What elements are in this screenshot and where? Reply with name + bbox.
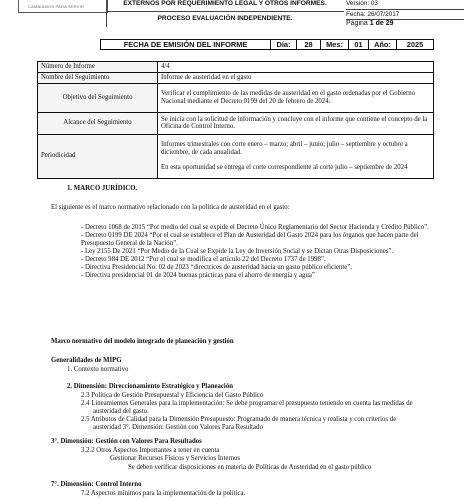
header-divider [106, 11, 344, 12]
dimension-item: Se deben verificar disposiciones en materia de Políticas de Austeridad en el gasto público [128, 464, 372, 471]
day-label: Día: [271, 40, 297, 49]
table-row [38, 134, 434, 178]
header-date: Fecha: 26/07/2017 [346, 11, 400, 18]
logo-caption: CAMBIAMOS PARA SERVIR [28, 4, 85, 9]
meta-divider [346, 9, 464, 10]
year-value: 2025 [406, 40, 424, 49]
row-value: 4/4 [158, 62, 434, 73]
list-item: 2.5 Atributos de Calidad para la Dimensión Presupuesto: Programado de manera técnica y realista y con criterios de austeridad 3°. Dimensión: Gestión con Valores Para Resultado [81, 415, 397, 431]
list-item: - Directiva presidencial 01 de 2024 buenas prácticas para el ahorro de energía y agua” [81, 271, 315, 279]
periodicity-note: En esta oportunidad se entrega el corte correspondiente al corte julio – septiembre de 2024 [161, 163, 408, 171]
table-row [38, 112, 434, 134]
dimension-item: 7.2 Aspectos mínimos para la implementación de la política. [81, 490, 246, 497]
header-page: Página 1 de 29 [346, 20, 394, 27]
mipg-sublist [81, 392, 421, 432]
row-key: Alcance del Seguimiento [38, 112, 158, 134]
table-row [38, 83, 434, 112]
row-key: Número de Informe [38, 62, 158, 73]
legal-framework-list [81, 224, 433, 280]
dimension-item: 3.2.2 Otros Aspectos Importantes a tener en cuenta [81, 447, 220, 454]
report-info-table [37, 61, 434, 179]
row-value: Informe de austeridad en el gasto [158, 72, 434, 83]
list-item: - Ley 2155 De 2021 “Por Medio de la Cual se Expide la Ley de Inversión Social y se Dictan Otras Disposiciones”. [81, 247, 394, 255]
dimension-heading: 7°. Dimensión: Control Interno [51, 481, 142, 488]
row-key: Objetivo del Seguimiento [38, 83, 158, 112]
year-label: Año: [369, 40, 397, 49]
row-key: Nombre del Seguimiento [38, 72, 158, 83]
list-item: 2.4 Lineamientos Generales para la implementación: Se debe programar el presupuesto teniendo en cuenta las medidas de austeridad del gasto. [81, 399, 413, 415]
mipg-heading: Marco normativo del modelo integrado de planeación y gestión [51, 338, 234, 345]
row-key: Periodicidad [38, 134, 158, 178]
header-title: EXTERNOS POR REQUERIMIENTO LEGAL Y OTROS INFORMES. [123, 0, 327, 7]
mipg-item: 2. Dimensión: Direccionamiento Estratégico y Planeación [67, 383, 233, 390]
table-row [38, 62, 434, 73]
emission-date-row [100, 39, 434, 50]
emission-date-label: FECHA DE EMISIÓN DEL INFORME [101, 40, 271, 49]
row-value: Se inicia con la solicitud de información y concluye con el informe que contiene el concepto de la Oficina de Control Interno. [158, 112, 434, 134]
list-item: - Directiva Presidencial No. 02 de 2023 “directrices de austeridad hacia un gasto público eficiente”. [81, 263, 353, 271]
row-value [158, 134, 434, 178]
header-process: PROCESO EVALUACIÓN INDEPENDIENTE. [157, 15, 293, 22]
mipg-item: 1. Contexto normativo [67, 366, 129, 373]
section-heading: 1. MARCO JURÍDICO. [67, 185, 138, 192]
day-value: 28 [297, 40, 321, 49]
list-item: - Decreto 984 DE 2012 “Por el cual se modifica el artículo 22 del Decreto 1737 de 1998”. [81, 255, 326, 263]
dimension-heading: 3°. Dimensión: Gestión con Valores Para Resultados [51, 438, 202, 445]
list-item: - Decreto 1068 de 2015 “Por medio del cual se expide el Decreto Único Reglamentario del Sector Hacienda y Crédito Público”. [81, 224, 429, 231]
section-intro: El siguiente es el marco normativo relacionado con la política de austeridad en el gasto: [51, 204, 290, 211]
list-item: 2.3 Política de Gestión Presupuestal y Eficiencia del Gasto Público [81, 392, 264, 399]
row-value: Verificar el cumplimiento de las medidas de austeridad en el gasto ordenadas por el Gobierno Nacional mediante el Decreto 0199 del 20 de febrero de 2024. [158, 83, 434, 112]
month-value: 01 [349, 40, 369, 49]
dimension-item: Gestionar Recursos Físicos y Servicios Internos [110, 455, 241, 462]
periodicity-text: Informes trimestrales con corte enero – marzo; abril – junio; julio – septiembre y octubre a diciembre, de cada anualidad. [161, 141, 408, 156]
list-item: - Decreto 0199 DE 2024 “Por el cual se establece el Plan de Austeridad del Gasto 2024 para los órganos que hacen parte del Presupuesto General de la Nación”. [81, 231, 419, 247]
month-label: Mes: [321, 40, 349, 49]
header-version: Versión: 03 [346, 0, 378, 7]
mipg-subheading: Generalidades de MIPG [51, 357, 122, 364]
table-row [38, 72, 434, 83]
